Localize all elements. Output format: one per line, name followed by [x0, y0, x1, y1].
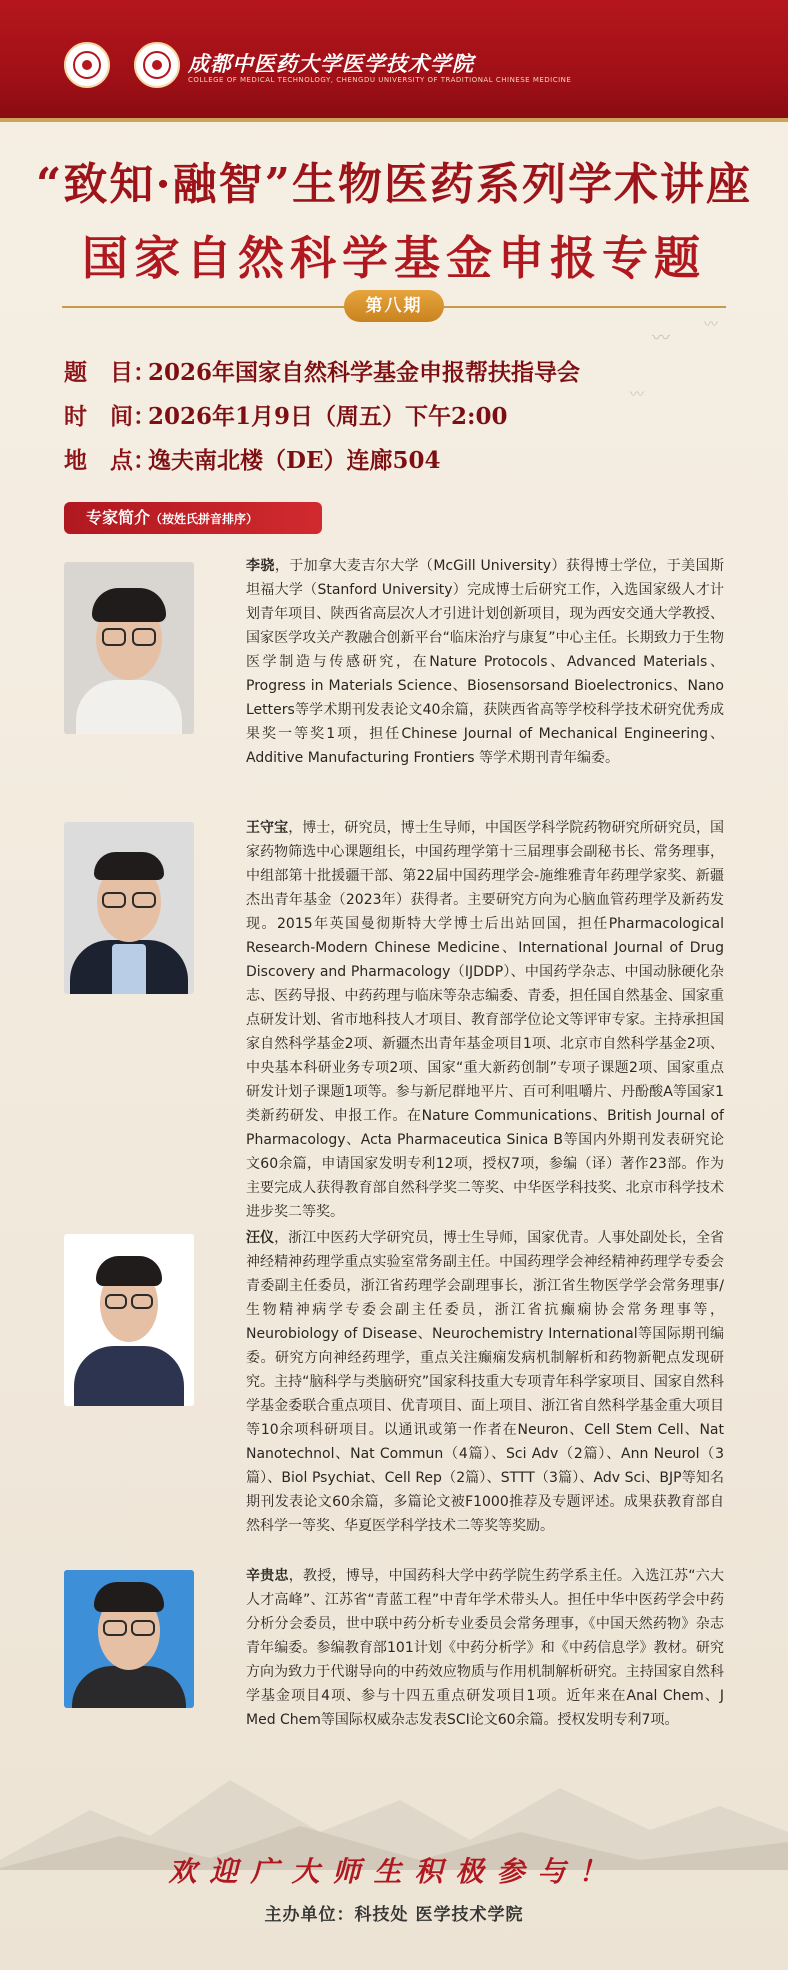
expert-bio [64, 1226, 724, 1538]
bird-icon: 〰 [704, 317, 718, 333]
school-name: 成都中医药大学医学技术学院 [188, 51, 474, 76]
series-title: “致知·融智”生物医药系列学术讲座 [36, 159, 752, 210]
event-time-label: 时 间： [64, 403, 156, 430]
event-title-row [64, 354, 580, 387]
expert-name: 王守宝 [246, 820, 289, 836]
welcome-message: 欢迎广大师生积极参与！ [168, 1855, 620, 1888]
event-title-label: 题 目： [64, 359, 156, 386]
experts-header-label: 专家简介 [86, 508, 151, 527]
expert-bio-text: ，博士，研究员，博士生导师，中国医学科学院药物研究所研究员，国家药物筛选中心课题组长，中国药理学第十三届理事会副秘书长、常务理事，中组部第十批援疆干部、第22届中国药理学会-施维雅青年药理学家奖、新疆杰出青年基金（2023年）获得者。主要研究方向为心脑血管药理学及新药发现。2015年英国曼彻斯特大学博士后出站回国，担任Pharmacological Research-Modern Chinese Medicine、International Journal of Drug Discovery and Pharmacology（IJDDP）、中国药学杂志、中国动脉硬化杂志、医药导报、中药药理与临床等杂志编委、青委，担任国自然基金、国家重点研发计划、省市地科技人才项目、教育部学位论文等评审专家。主持承担国家自然科学基金2项、新疆杰出青年基金项目1项、北京市自然科学基金2项、中央基本科研业务专项2项、国家“重大新药创制”专项子课题2项、国家重点研发计划子课题1项等。参与新尼群地平片、百可利咀嚼片、丹酚酸A等国家1类新药研发、申报工作。在Nature Communications、British Journal of Pharmacology、Acta Pharmaceutica Sinica B等国内外期刊发表研究论文60余篇，申请国家发明专利12项，授权7项，参编（译）著作23部。作为主要完成人获得教育部自然科学奖二等奖、中华医学科技奖、北京市科学技术进步奖二等奖。 [246, 820, 725, 1220]
event-time-row [64, 398, 508, 431]
topic-title: 国家自然科学基金申报专题 [82, 231, 706, 285]
header-banner [0, 0, 788, 122]
expert-bio [64, 1564, 724, 1732]
expert-bio-text: ，教授，博导，中国药科大学中药学院生药学系主任。入选江苏“六大人才高峰”、江苏省“青蓝工程”中青年学术带头人。担任中华中医药学会中药分析分会委员，世中联中药分析专业委员会常务理事，《中国天然药物》杂志青年编委。参编教育部101计划《中药分析学》和《中药信息学》教材。研究方向为致力于代谢导向的中药效应物质与作用机制解析研究。主持国家自然科学基金项目4项、参与十四五重点研发项目1项。近年来在Anal Chem、J Med Chem等国际权威杂志发表SCI论文60余篇。授权发明专利7项。 [246, 1568, 724, 1728]
event-title-value: 2026年国家自然科学基金申报帮扶指导会 [148, 359, 581, 386]
school-name-english: COLLEGE OF MEDICAL TECHNOLOGY, CHENGDU UNIVERSITY OF TRADITIONAL CHINESE MEDICINE [188, 76, 572, 84]
event-place-row [64, 442, 441, 475]
expert-bio-text: ，浙江中医药大学研究员，博士生导师，国家优青。人事处副处长，全省神经精神药理学重点实验室常务副主任。中国药理学会神经精神药理学专委会青委副主任委员，浙江省药理学会副理事长，浙江省生物医学学会常务理事/生物精神病学专委会副主任委员，浙江省抗癫痫协会常务理事等，Neurobiology of Disease、Neurochemistry International等国际期刊编委。研究方向神经药理学，重点关注癫痫发病机制解析和药物新靶点发现研究。主持“脑科学与类脑研究”国家科技重大专项青年科学家项目、国家自然科学基金委联合重点项目、优青项目、面上项目、浙江省自然科学基金重大项目等10余项科研项目。以通讯或第一作者在Neuron、Cell Stem Cell、Nat Nanotechnol、Nat Commun（4篇）、Sci Adv（2篇）、Ann Neurol（3篇）、Biol Psychiat、Cell Rep（2篇）、STTT（3篇）、Adv Sci、BJP等知名期刊发表论文60余篇，多篇论文被F1000推荐及专题评述。成果获教育部自然科学一等奖、华夏医学科学技术二等奖等奖励。 [246, 1230, 725, 1534]
event-place-label: 地 点： [64, 447, 156, 474]
organizer-line: 主办单位：科技处 医学技术学院 [264, 1905, 524, 1925]
bird-icon: 〰 [652, 328, 670, 349]
event-place-value: 逸夫南北楼（DE）连廊504 [148, 447, 441, 474]
expert-name: 汪仪 [246, 1230, 275, 1246]
expert-bio [64, 554, 724, 770]
experts-header-note: （按姓氏拼音排序） [150, 512, 259, 526]
expert-name: 辛贵忠 [246, 1568, 289, 1584]
issue-badge: 第八期 [344, 290, 444, 322]
college-logo [134, 42, 180, 88]
expert-bio [64, 816, 724, 1224]
bird-icon: 〰 [630, 387, 644, 403]
event-time-value: 2026年1月9日（周五）下午2:00 [148, 403, 508, 430]
expert-bio-text: ，于加拿大麦吉尔大学（McGill University）获得博士学位，于美国斯坦福大学（Stanford University）完成博士后研究工作，入选国家级人才计划青年项目、陕西省高层次人才引进计划创新项目，现为西安交通大学教授、国家医学攻关产教融合创新平台“临床治疗与康复”中心主任。长期致力于生物医学制造与传感研究，在Nature Protocols、Advanced Materials、Progress in Materials Science、Biosensorsand Bioelectronics、Nano Letters等学术期刊发表论文40余篇，获陕西省高等学校科学技术研究优秀成果奖一等奖1项，担任Chinese Journal of Mechanical Engineering、Additive Manufacturing Frontiers 等学术期刊青年编委。 [246, 558, 725, 766]
university-logo [64, 42, 110, 88]
expert-name: 李骁 [246, 558, 275, 574]
experts-header [64, 502, 322, 534]
